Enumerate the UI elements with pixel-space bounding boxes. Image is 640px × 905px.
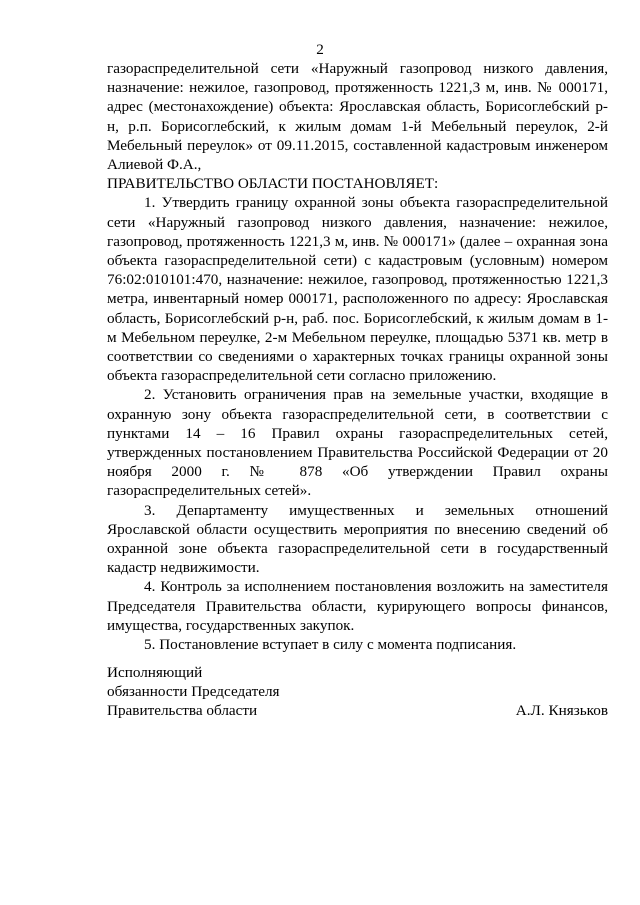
resolution-item-5: 5. Постановление вступает в силу с момента подписания. bbox=[144, 636, 517, 654]
intro-paragraph: газораспределительной сети «Наружный газопровод низкого давления, назначение: нежилое, газопровод, протяженность 1221,3 м, инв. № 000171, адрес (местонахождение) объекта: Ярославская область, Борисоглебский р-н, р.п. Борисоглебский, к жилым домам 1-й Мебельный переулок, 2-й Мебельный переулок» от 09.11.2015, составленной кадастровым инженером Алиевой Ф.А., bbox=[107, 60, 608, 174]
signer-row bbox=[107, 701, 608, 720]
resolution-item-2: 2. Установить ограничения прав на земельные участки, входящие в охранную зону объекта газораспределительной сети, в соответствии с пунктами 14 – 16 Правил охраны газораспределительных сетей, утвержденных постановлением Правительства Российской Федерации от 20 ноября 2000 г. № 878 «Об утверждении Правил охраны газораспределительных сетей». bbox=[107, 386, 608, 500]
signer-title-line-3: Правительства области bbox=[107, 702, 258, 720]
resolution-item-3: 3. Департаменту имущественных и земельных отношений Ярославской области осуществить мероприятия по внесению сведений об охранной зоне объекта газораспределительной сети в государственный кадастр недвижимости. bbox=[107, 501, 608, 577]
resolve-heading: ПРАВИТЕЛЬСТВО ОБЛАСТИ ПОСТАНОВЛЯЕТ: bbox=[107, 175, 439, 193]
signer-title-line-2: обязанности Председателя bbox=[107, 683, 280, 701]
resolution-item-1: 1. Утвердить границу охранной зоны объекта газораспределительной сети «Наружный газопровод низкого давления, назначение: нежилое, газопровод, протяженность 1221,3 м, инв. № 000171» (далее – охранная зона объекта газораспределительной сети) с кадастровым (условным) номером 76:02:010101:470, назначение: нежилое, газопровод, протяженностью 1221,3 метра, инвентарный номер 000171, расположенного по адресу: Ярославская область, Борисоглебский р-н, раб. пос. Борисоглебский, к жилым домам в 1-м Мебельном переулке, 2-м Мебельном переулке, площадью 5371 кв. метр в соответствии со сведениями о характерных точках границы охранной зоны объекта газораспределительной сети согласно приложению. bbox=[107, 194, 608, 385]
signer-name: А.Л. Князьков bbox=[515, 702, 608, 720]
document-body bbox=[107, 59, 608, 654]
signer-title-line-1: Исполняющий bbox=[107, 664, 203, 681]
page-number: 2 bbox=[316, 41, 324, 58]
resolution-item-4: 4. Контроль за исполнением постановления возложить на заместителя Председателя Правительства области, курирующего вопросы финансов, имущества, государственных закупок. bbox=[107, 578, 608, 634]
signature-block bbox=[107, 663, 608, 721]
